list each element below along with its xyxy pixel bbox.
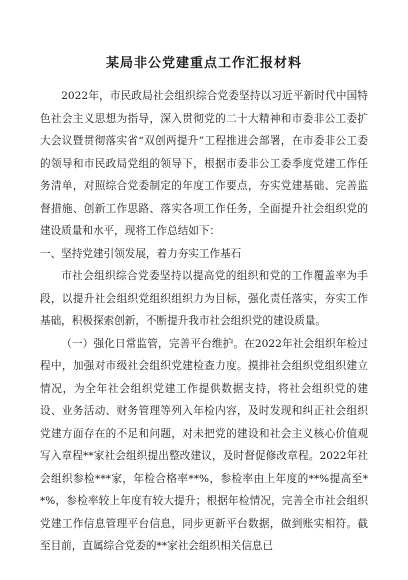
- section-heading-1: 一、坚持党建引领发展，着力夯实工作基石: [40, 247, 242, 260]
- document-title: 某局非公党建重点工作汇报材料: [105, 56, 302, 71]
- section-1-paragraph: 市社会组织综合党委坚持以提高党的组织和党的工作覆盖率为手段，以提升社会组织党组织组织力为目标，强化责任落实，夯实工作基础，积极探索创新，不断提升我市社会组织党的建设质量。: [40, 270, 368, 327]
- subsection-1-paragraph: （一）强化日常监管，完善平台维护。在2022年社会组织年检过程中，加强对市级社会组织党建检查力度。摸排社会组织党组织建立情况，为全年社会组织党建工作提供数据支持，将社会组织党的建设、业务活动、财务管理等列入年检内容，及时发现和纠正社会组织党建方面存在的不足和问题，对未把党的建设和社会主义核心价值观写入章程**家社会组织提出整改建议，及时督促修改章程。2022年社会组织参检***家，年检合格率**%，参检率由上年度的**%提高至**%，参检率较上年度有较大提升；根据年检情况，完善全市社会组织党建工作信息管理平台信息，同步更新平台数据，做到账实相符。截至目前，直属综合党委的**家社会组织相关信息已: [40, 337, 368, 552]
- intro-paragraph: 2022年，市民政局社会组织综合党委坚持以习近平新时代中国特色社会主义思想为指导，深入贯彻党的二十大精神和市委非公工委扩大会议暨贯彻落实省“双创两提升”工程推进会部署，在市委非公工委的领导和市民政局党组的领导下，根据市委非公工委季度党建工作任务清单，对照综合党委制定的年度工作要点，夯实党建基础、完善监督措施、创新工作思路、落实各项工作任务，全面提升社会组织党的建设质量和水平，现将工作总结如下：: [40, 90, 368, 237]
